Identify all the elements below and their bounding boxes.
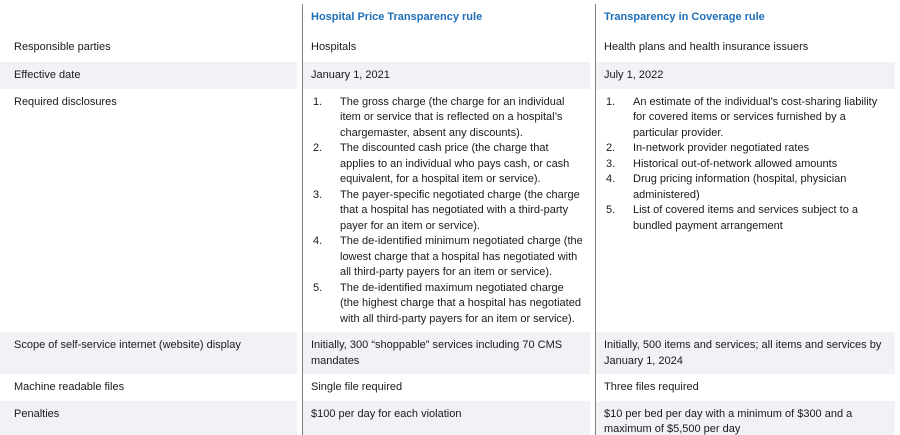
column-header-hospital-price-transparency: Hospital Price Transparency rule (302, 4, 590, 34)
tic-effective-date: July 1, 2022 (595, 62, 895, 89)
hpt-penalties: $100 per day for each violation (302, 401, 590, 435)
row-label-penalties: Penalties (0, 401, 297, 435)
list-item (606, 157, 889, 173)
row-label-machine-readable-files: Machine readable files (0, 374, 297, 401)
list-item (313, 95, 584, 142)
list-item (606, 172, 889, 203)
list-item (606, 95, 889, 142)
list-item-number: 3. (606, 157, 616, 170)
list-item-number: 4. (313, 235, 323, 247)
list-item (606, 203, 889, 234)
hpt-effective-date: January 1, 2021 (302, 62, 590, 89)
list-item-text: Drug pricing information (hospital, physician administered) (633, 173, 847, 201)
tic-responsible-parties: Health plans and health insurance issuers (595, 34, 895, 62)
list-item (606, 141, 889, 157)
list-item (313, 188, 584, 235)
list-item-text: The gross charge (the charge for an individual item or service that is reflected on a hospital’s chargemaster, absent any discounts). (340, 95, 565, 139)
list-item-text: Historical out-of-network allowed amounts (633, 157, 838, 170)
list-item-text: The payer-specific negotiated charge (the charge that a hospital has negotiated with a third-party payer for an item or service). (340, 188, 580, 232)
row-label-scope: Scope of self-service internet (website) display (0, 332, 297, 374)
list-item-text: The discounted cash price (the charge that applies to an individual who pays cash, or cash equivalent, for a hospital item or service). (340, 142, 570, 185)
hpt-disclosures-list (311, 95, 584, 328)
row-label-effective-date: Effective date (0, 62, 297, 89)
list-item-number: 4. (606, 173, 616, 185)
tic-required-disclosures (595, 89, 895, 333)
list-item (313, 281, 584, 328)
list-item-number: 2. (313, 142, 323, 154)
tic-scope: Initially, 500 items and services; all items and services by January 1, 2024 (595, 332, 895, 374)
list-item-text: List of covered items and services subject to a bundled payment arrangement (633, 204, 858, 232)
column-header-transparency-in-coverage: Transparency in Coverage rule (595, 4, 895, 34)
list-item-text: An estimate of the individual's cost-sharing liability for covered items or services furnished by a particular provider. (633, 95, 878, 139)
hpt-machine-readable-files: Single file required (302, 374, 590, 401)
corner-cell (0, 4, 297, 34)
list-item-number: 5. (313, 281, 323, 294)
list-item-number: 5. (606, 204, 616, 216)
list-item-text: The de-identified maximum negotiated charge (the highest charge that a hospital has negotiated with all third-party payers for an item or service). (340, 281, 581, 325)
list-item-number: 2. (606, 142, 616, 154)
list-item-text: The de-identified minimum negotiated charge (the lowest charge that a hospital has negotiated with all third-party payers for an item or service). (340, 235, 583, 278)
list-item-number: 3. (313, 188, 323, 201)
tic-disclosures-list (604, 95, 889, 235)
list-item-number: 1. (606, 95, 616, 108)
row-label-required-disclosures: Required disclosures (0, 89, 297, 333)
comparison-table (0, 4, 895, 435)
hpt-responsible-parties: Hospitals (302, 34, 590, 62)
list-item-number: 1. (313, 95, 323, 108)
tic-machine-readable-files: Three files required (595, 374, 895, 401)
list-item (313, 234, 584, 281)
hpt-scope: Initially, 300 “shoppable” services including 70 CMS mandates (302, 332, 590, 374)
hpt-required-disclosures (302, 89, 590, 333)
row-label-responsible-parties: Responsible parties (0, 34, 297, 62)
tic-penalties: $10 per bed per day with a minimum of $300 and a maximum of $5,500 per day (595, 401, 895, 435)
list-item (313, 141, 584, 188)
list-item-text: In-network provider negotiated rates (633, 142, 810, 154)
